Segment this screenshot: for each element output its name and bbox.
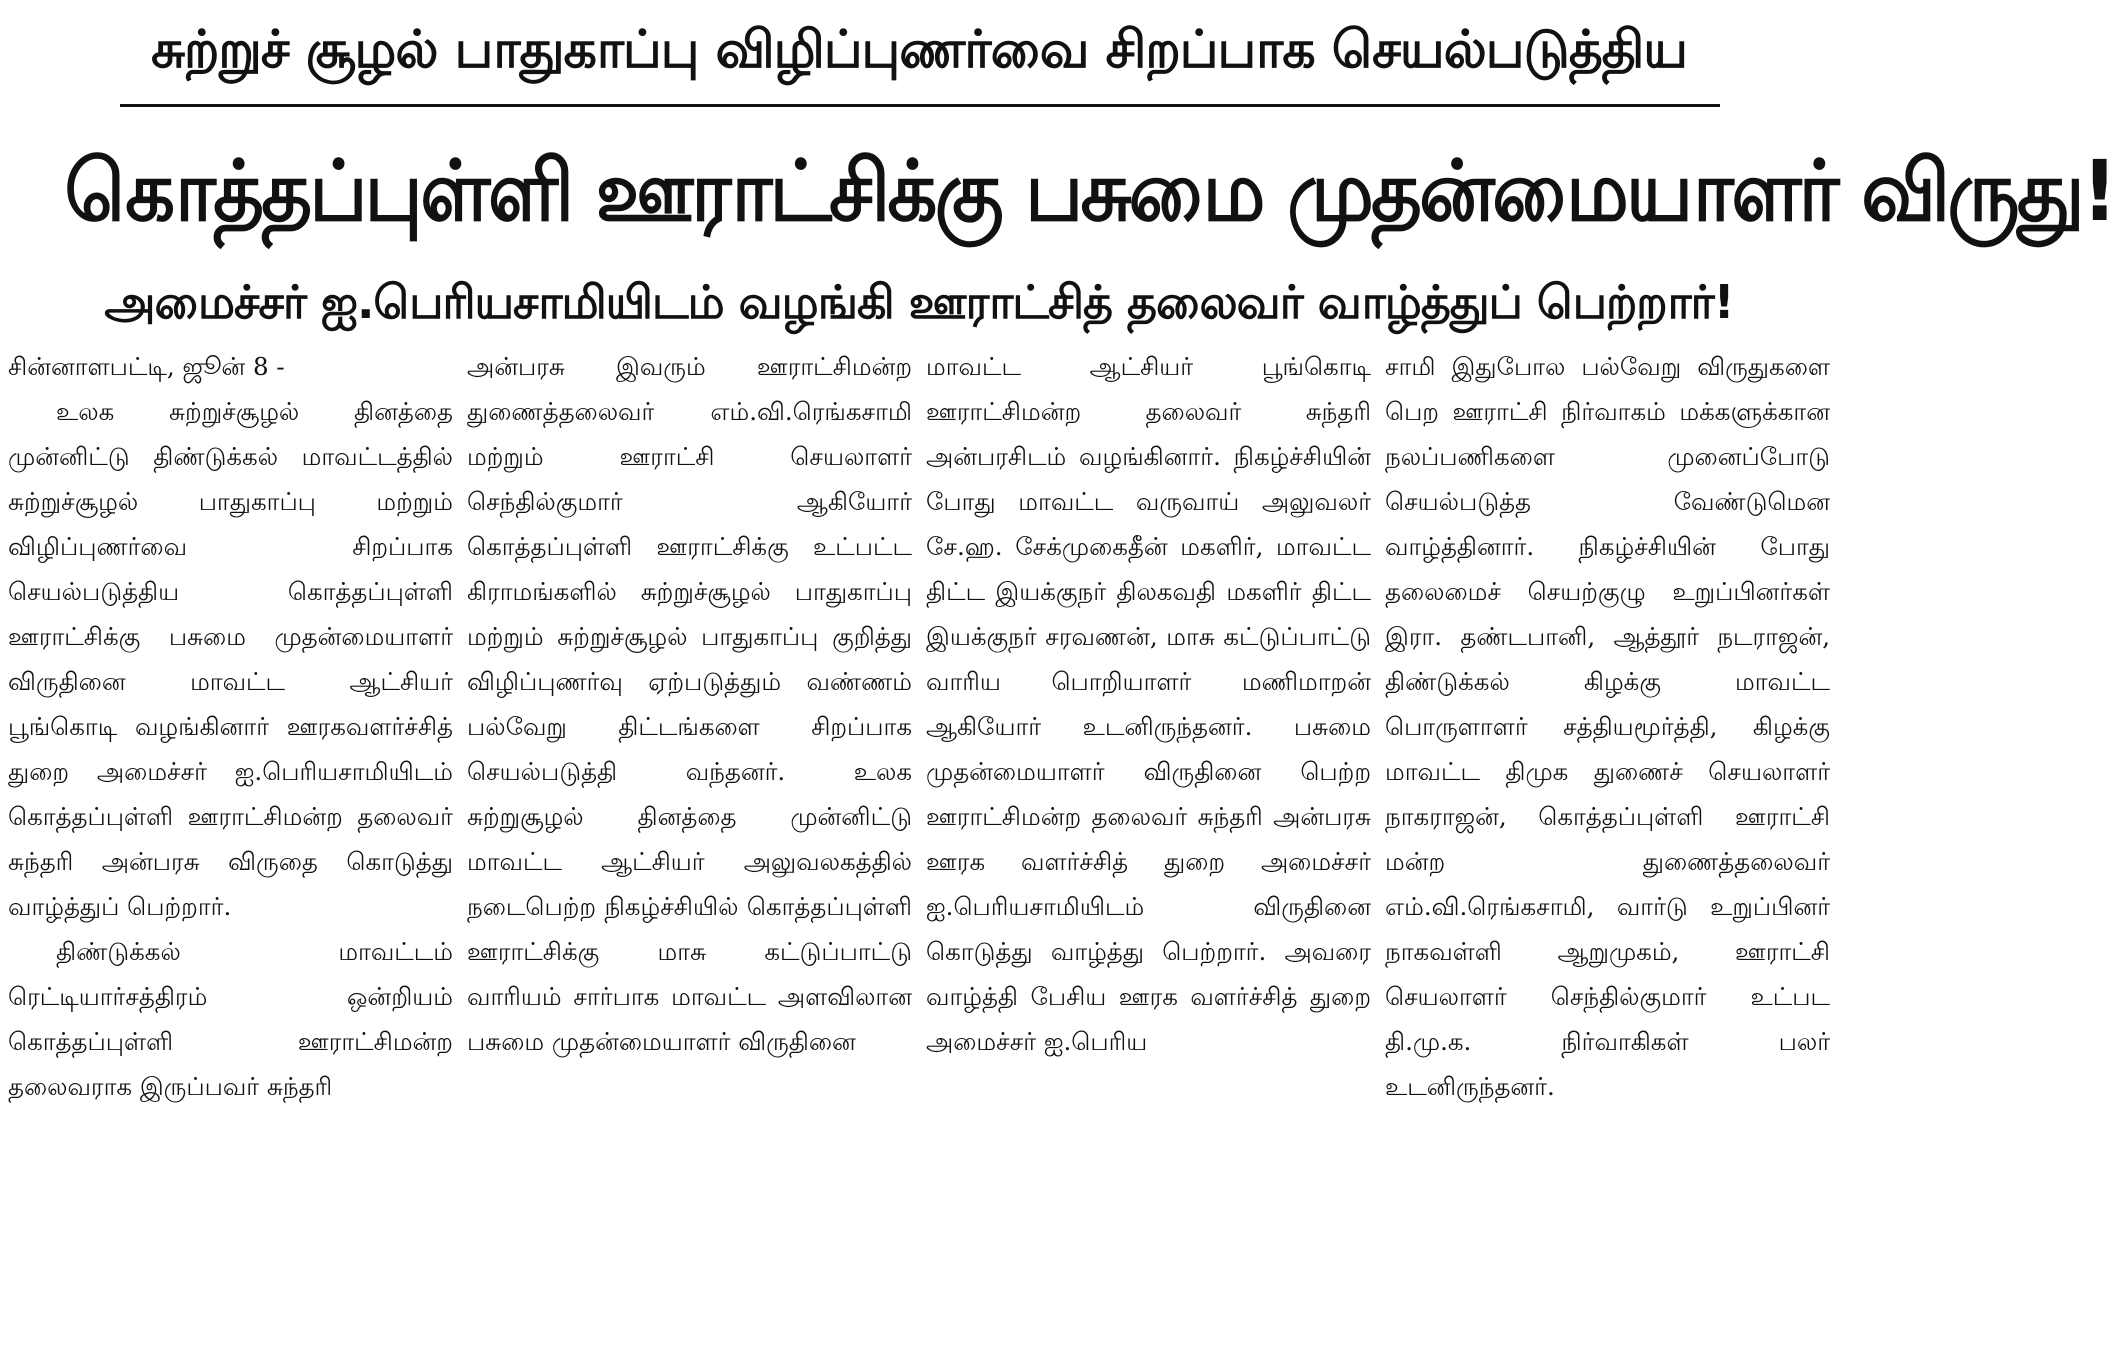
paragraph: சாமி இதுபோல பல்வேறு விருதுகளை பெற ஊராட்சி நிர்வாகம் மக்களுக்கான நலப்பணிகளை முனைப்போடு செயல்படுத்த வேண்டுமென வாழ்த்தினார். நிகழ்ச்சியின் போது தலைமைச் செயற்குழு உறுப்பினர்கள் இரா. தண்டபானி, ஆத்தூர் நடராஜன், திண்டுக்கல் கிழக்கு மாவட்ட பொருளாளர் சத்தியமூர்த்தி, கிழக்கு மாவட்ட திமுக துணைச் செயலாளர் நாகராஜன், கொத்தப்புள்ளி ஊராட்சி மன்ற துணைத்தலைவர் எம்.வி.ரெங்கசாமி, வார்டு உறுப்பினர் நாகவள்ளி ஆறுமுகம், ஊராட்சி செயலாளர் செந்தில்குமார் உட்பட தி.மு.க. நிர்வாகிகள் பலர் உடனிருந்தனர். (1385, 352, 1830, 1101)
kicker-headline: சுற்றுச் சூழல் பாதுகாப்பு விழிப்புணர்வை சிறப்பாக செயல்படுத்திய (151, 20, 1687, 80)
paragraph: மாவட்ட ஆட்சியர் பூங்கொடி ஊராட்சிமன்ற தலைவர் சுந்தரி அன்பரசிடம் வழங்கினார். நிகழ்ச்சியின் போது மாவட்ட வருவாய் அலுவலர் சே.ஹ. சேக்முகைதீன் மகளிர், மாவட்ட திட்ட இயக்குநர் திலகவதி மகளிர் திட்ட இயக்குநர் சரவணன், மாசு கட்டுப்பாட்டு வாரிய பொறியாளர் மணிமாறன் ஆகியோர் உடனிருந்தனர். பசுமை முதன்மையாளர் விருதினை பெற்ற ஊராட்சிமன்ற தலைவர் சுந்தரி அன்பரசு ஊரக வளர்ச்சித் துறை அமைச்சர் ஐ.பெரியசாமியிடம் விருதினை கொடுத்து வாழ்த்து பெற்றார். அவரை வாழ்த்தி பேசிய ஊரக வளர்ச்சித் துறை அமைச்சர் ஐ.பெரிய (926, 352, 1371, 1056)
paragraph: அன்பரசு இவரும் ஊராட்சிமன்ற துணைத்தலைவர் எம்.வி.ரெங்கசாமி மற்றும் ஊராட்சி செயலாளர் செந்தில்குமார் ஆகியோர் கொத்தப்புள்ளி ஊராட்சிக்கு உட்பட்ட கிராமங்களில் சுற்றுச்சூழல் பாதுகாப்பு மற்றும் சுற்றுச்சூழல் பாதுகாப்பு குறித்து விழிப்புணர்வு ஏற்படுத்தும் வண்ணம் பல்வேறு திட்டங்களை சிறப்பாக செயல்படுத்தி வந்தனர். உலக சுற்றுசூழல் தினத்தை முன்னிட்டு மாவட்ட ஆட்சியர் அலுவலகத்தில் நடைபெற்ற நிகழ்ச்சியில் கொத்தப்புள்ளி ஊராட்சிக்கு மாசு கட்டுப்பாட்டு வாரியம் சார்பாக மாவட்ட அளவிலான பசுமை முதன்மையாளர் விருதினை (467, 352, 912, 1056)
column-2 (467, 344, 912, 1348)
dateline: சின்னாளபட்டி, ஜூன் 8 - (8, 352, 285, 381)
paragraph: உலக சுற்றுச்சூழல் தினத்தை முன்னிட்டு திண்டுக்கல் மாவட்டத்தில் சுற்றுச்சூழல் பாதுகாப்பு மற்றும் விழிப்புணர்வை சிறப்பாக செயல்படுத்திய கொத்தப்புள்ளி ஊராட்சிக்கு பசுமை முதன்மையாளர் விருதினை மாவட்ட ஆட்சியர் பூங்கொடி வழங்கினார் ஊரகவளர்ச்சித் துறை அமைச்சர் ஐ.பெரியசாமியிடம் கொத்தப்புள்ளி ஊராட்சிமன்ற தலைவர் சுந்தரி அன்பரசு விருதை கொடுத்து வாழ்த்துப் பெற்றார். (8, 397, 453, 921)
sub-headline: அமைச்சர் ஐ.பெரியசாமியிடம் வழங்கி ஊராட்சித் தலைவர் வாழ்த்துப் பெற்றார்! (104, 275, 1734, 329)
column-3 (926, 344, 1371, 1348)
column-4 (1385, 344, 1830, 1348)
article-body (8, 344, 1830, 1348)
column-1 (8, 344, 453, 1348)
divider-rule (120, 104, 1720, 107)
main-headline: கொத்தப்புள்ளி ஊராட்சிக்கு பசுமை முதன்மையாளர் விருது! (64, 142, 2115, 240)
paragraph: திண்டுக்கல் மாவட்டம் ரெட்டியார்சத்திரம் ஒன்றியம் கொத்தப்புள்ளி ஊராட்சிமன்ற தலைவராக இருப்பவர் சுந்தரி (8, 937, 453, 1101)
